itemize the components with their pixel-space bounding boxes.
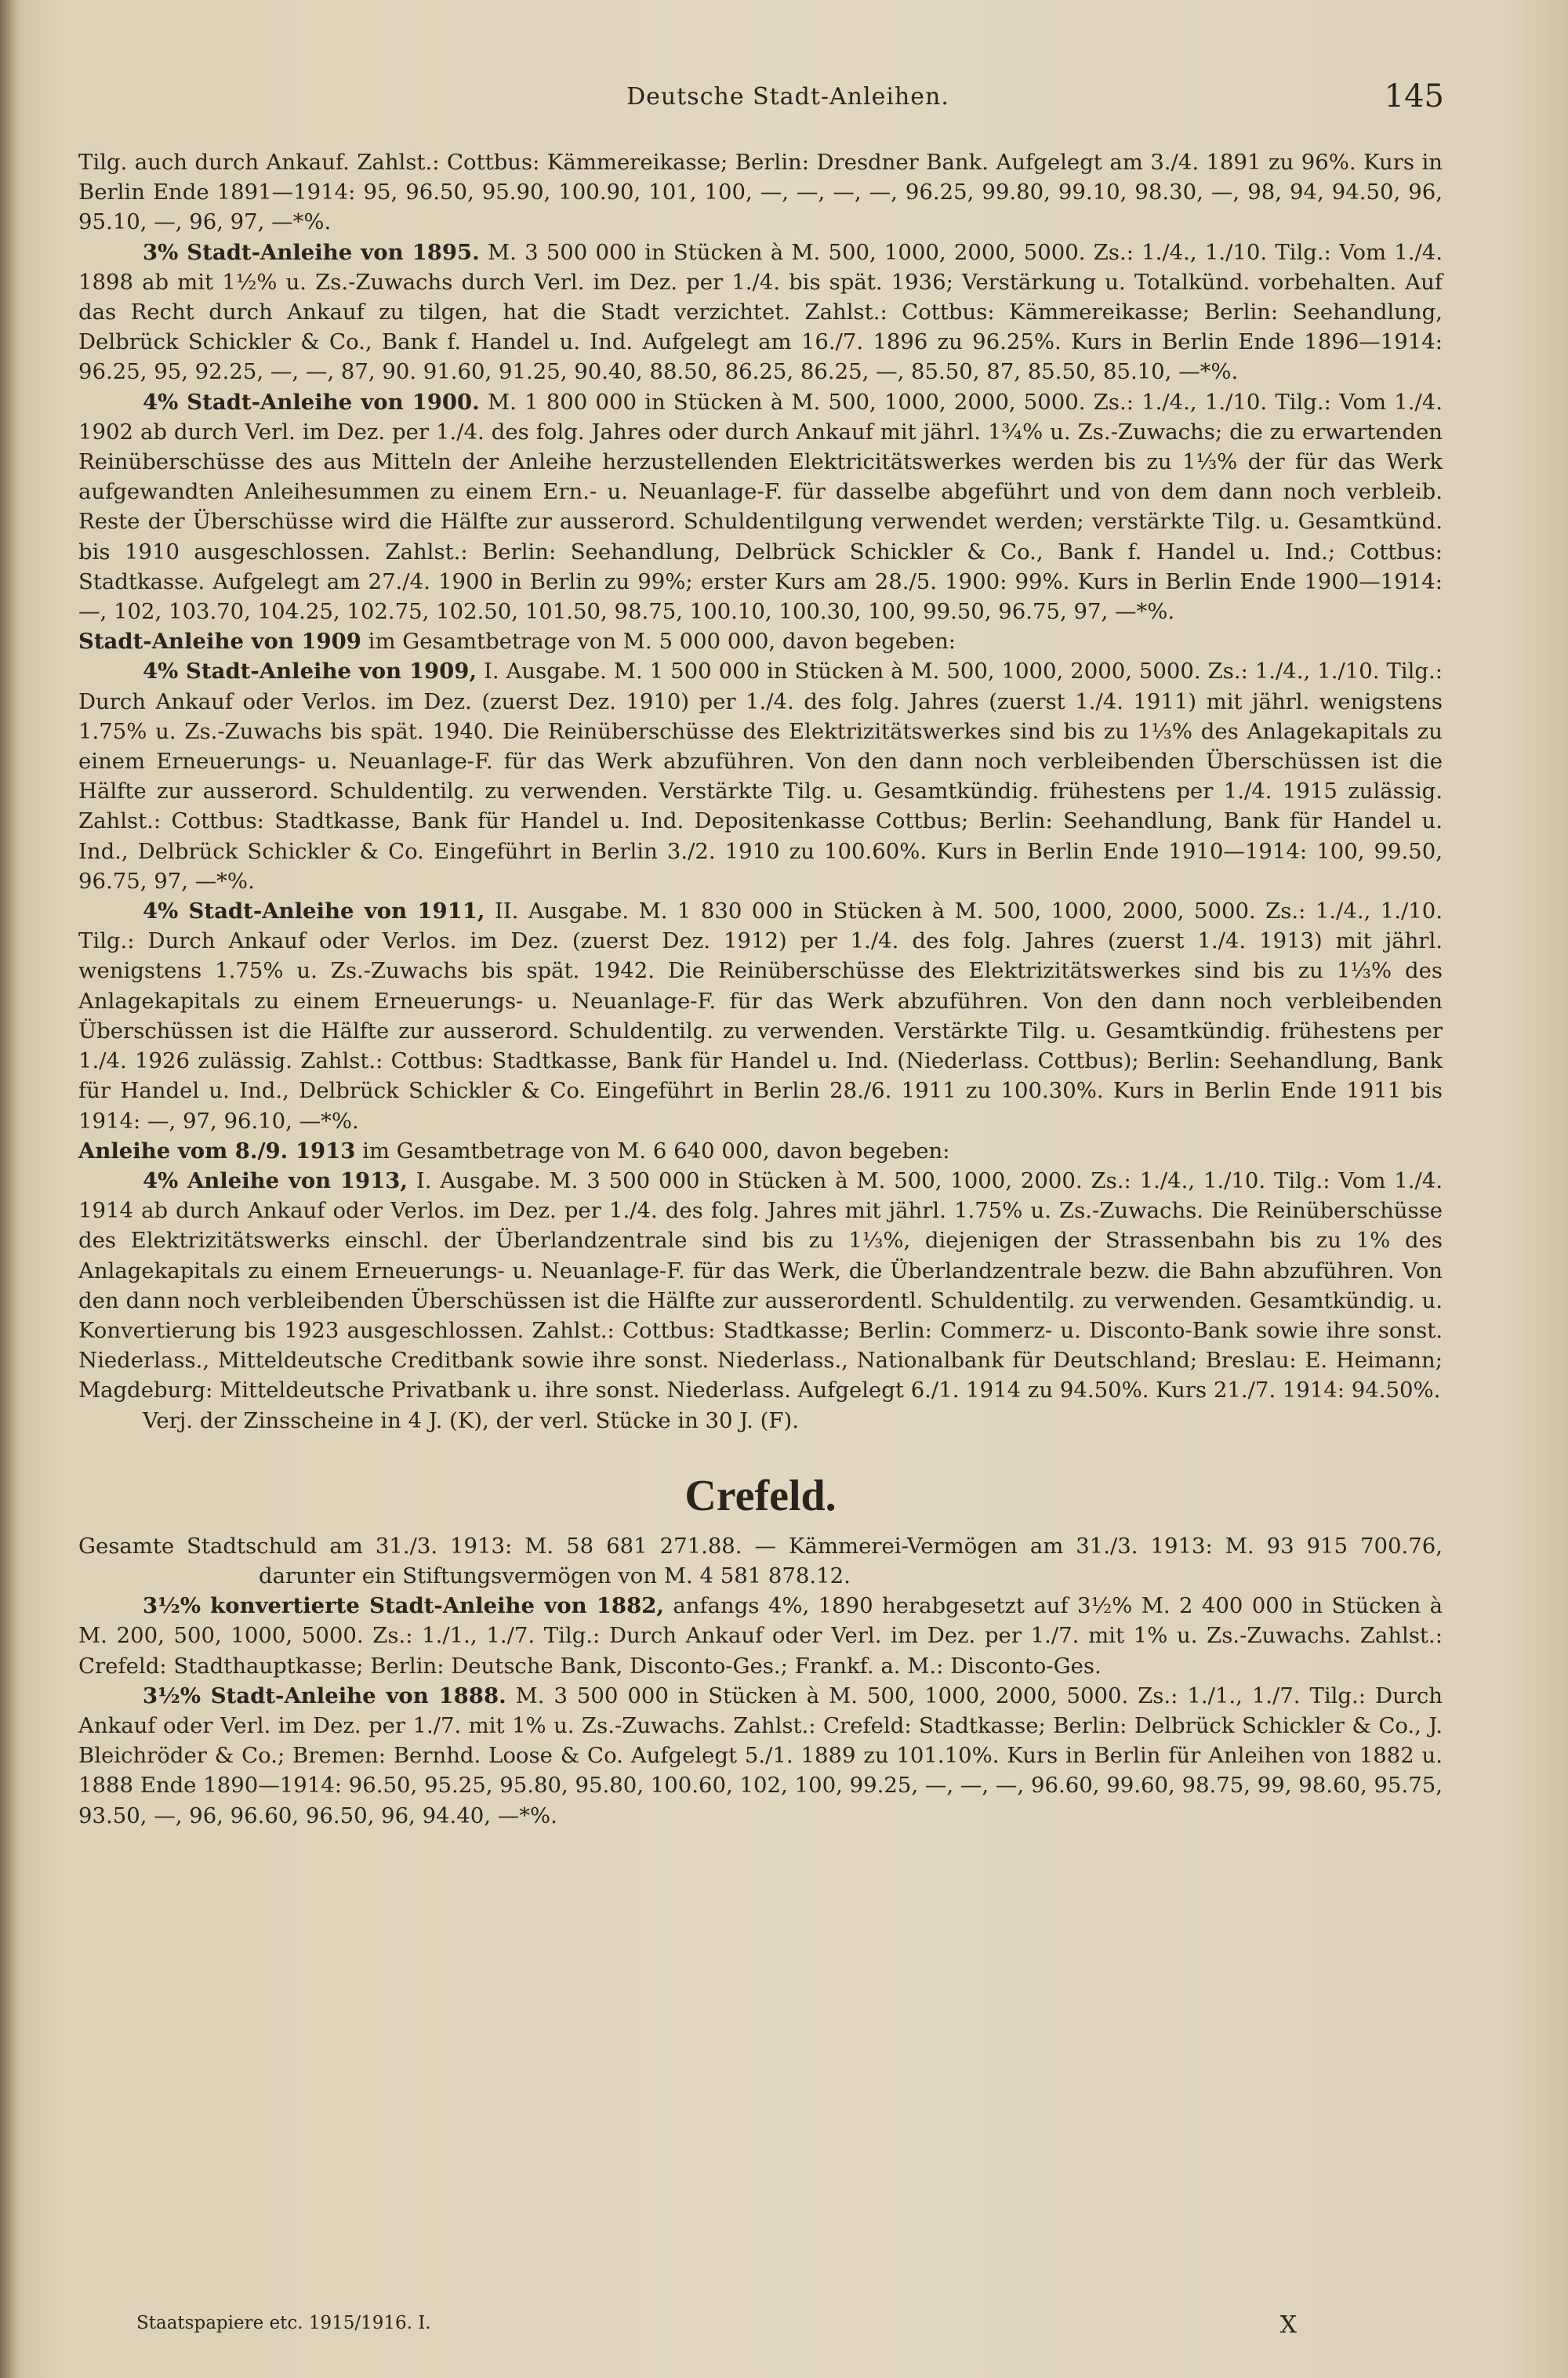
loan-heading: 4% Anleihe von 1913, bbox=[143, 1167, 408, 1193]
loan-heading: 4% Stadt-Anleihe von 1900. bbox=[143, 389, 480, 415]
cottbus-loan-1895 bbox=[78, 238, 1443, 387]
footer-publication: Staatspapiere etc. 1915/1916. I. bbox=[136, 2313, 431, 2333]
cottbus-loan-1909-total bbox=[78, 626, 1443, 656]
running-header bbox=[78, 75, 1497, 122]
loan-text: I. Ausgabe. M. 3 500 000 in Stücken à M. 500, 1000, 2000. Zs.: 1./4., 1./10. Tilg.: Vom 1./4. 1914 ab durch Ankauf oder Verlos. im Dez. per 1./4. des folg. Jahres mit jährl. 1.75% u. Zs.-Zuwachs. Die Reinüberschüsse des Elektrizitätswerks einschl. der Überlandzentrale sind bis zu 1⅓%, diejenigen der Strassenbahn bis zu 1% des Anlagekapitals zu einem Erneuerungs- u. Neuanlage-F. für das Werk, die Überlandzentrale bezw. die Bahn abzuführen. Von den dann noch verbleibenden Überschüssen ist die Hälfte zur ausserordentl. Schuldentilg. zu verwenden. Gesamtkündig. u. Konvertierung bis 1923 ausgeschlossen. Zahlst.: Cottbus: Stadtkasse; Berlin: Commerz- u. Disconto-Bank sowie ihre sonst. Niederlass., Mitteldeutsche Creditbank sowie ihre sonst. Niederlass., Nationalbank für Deutschland; Breslau: E. Heimann; Magdeburg: Mitteldeutsche Privatbank u. ihre sonst. Niederlass. Aufgelegt 6./1. 1914 zu 94.50%. Kurs 21./7. 1914: 94.50%. bbox=[78, 1167, 1443, 1403]
crefeld-loan-1882 bbox=[78, 1591, 1443, 1681]
header-title: Deutsche Stadt-Anleihen. bbox=[626, 83, 949, 111]
city-heading-crefeld: Crefeld. bbox=[684, 1471, 837, 1520]
paragraph-text: Tilg. auch durch Ankauf. Zahlst.: Cottbus: Kämmereikasse; Berlin: Dresdner Bank. Aufgelegt am 3./4. 1891 zu 96%. Kurs in Berlin Ende 1891—1914: 95, 96.50, 95.90, 100.90, 101, 100, —, —, —, —, 96.25, 99.80, 99.10, 98.30, —, 98, 94, 94.50, 96, 95.10, —, 96, 97, —*%. bbox=[78, 150, 1443, 235]
cottbus-paragraph-1 bbox=[78, 147, 1443, 238]
cottbus-loan-1913-total bbox=[78, 1136, 1443, 1166]
page-binding-shadow bbox=[0, 0, 20, 2378]
loan-text: II. Ausgabe. M. 1 830 000 in Stücken à M. 500, 1000, 2000, 5000. Zs.: 1./4., 1./10. Tilg.: Durch Ankauf oder Verlos. im Dez. (zuerst Dez. 1912) per 1./4. des folg. Jahres (zuerst 1./4. 1913) mit jährl. wenigstens 1.75% u. Zs.-Zuwachs bis spät. 1942. Die Reinüberschüsse des Elektrizitätswerkes sind bis zu 1⅓% des Anlagekapitals zu einem Erneuerungs- u. Neuanlage-F. für das Werk abzuführen. Von den dann noch verbleibenden Überschüssen ist die Hälfte zur ausserord. Schuldentilg. zu verwenden. Verstärkte Tilg. u. Gesamtkündig. frühestens per 1./4. 1926 zulässig. Zahlst.: Cottbus: Stadtkasse, Bank für Handel u. Ind. (Niederlass. Cottbus); Berlin: Seehandlung, Bank für Handel u. Ind., Delbrück Schickler & Co. Eingeführt in Berlin 28./6. 1911 zu 100.30%. Kurs in Berlin Ende 1911 bis 1914: —, 97, 96.10, —*%. bbox=[78, 899, 1443, 1134]
crefeld-loan-1888 bbox=[78, 1681, 1443, 1831]
cottbus-loan-1911 bbox=[78, 896, 1443, 1136]
cottbus-loan-1913 bbox=[78, 1166, 1443, 1406]
loan-text: M. 3 500 000 in Stücken à M. 500, 1000, 2000, 5000. Zs.: 1./4., 1./10. Tilg.: Vom 1./4. 1898 ab mit 1½% u. Zs.-Zuwachs durch Verl. im Dez. per 1./4. bis spät. 1936; Verstärkung u. Totalkünd. vorbehalten. Auf das Recht durch Ankauf zu tilgen, hat die Stadt verzichtet. Zahlst.: Cottbus: Kämmereikasse; Berlin: Seehandlung, Delbrück Schickler & Co., Bank f. Handel u. Ind. Aufgelegt am 16./7. 1896 zu 96.25%. Kurs in Berlin Ende 1896—1914: 96.25, 95, 92.25, —, —, 87, 90. 91.60, 91.25, 90.40, 88.50, 86.25, 86.25, —, 85.50, 87, 85.50, 85.10, —*%. bbox=[78, 239, 1443, 385]
loan-heading: Anleihe vom 8./9. 1913 bbox=[78, 1138, 356, 1164]
loan-text: M. 3 500 000 in Stücken à M. 500, 1000, 2000, 5000. Zs.: 1./1., 1./7. Tilg.: Durch Ankauf oder Verl. im Dez. per 1./7. mit 1% u. Zs.-Zuwachs. Zahlst.: Crefeld: Stadtkasse; Berlin: Delbrück Schickler & Co., J. Bleichröder & Co.; Bremen: Bernhd. Loose & Co. Aufgelegt 5./1. 1889 zu 101.10%. Kurs in Berlin für Anleihen von 1882 u. 1888 Ende 1890—1914: 96.50, 95.25, 95.80, 95.80, 100.60, 102, 100, 99.25, —, —, —, 96.60, 99.60, 98.75, 99, 98.60, 95.75, 93.50, —, 96, 96.60, 96.50, 96, 94.40, —*%. bbox=[78, 1683, 1443, 1828]
loan-heading: 3% Stadt-Anleihe von 1895. bbox=[143, 239, 480, 265]
loan-heading: 3½% konvertierte Stadt-Anleihe von 1882, bbox=[143, 1593, 664, 1619]
footer-signature-mark: X bbox=[1279, 2311, 1297, 2339]
loan-heading: 4% Stadt-Anleihe von 1909, bbox=[143, 659, 477, 684]
page-body bbox=[78, 147, 1443, 1831]
loan-heading: 4% Stadt-Anleihe von 1911, bbox=[143, 899, 485, 924]
crefeld-intro bbox=[78, 1531, 1443, 1591]
cottbus-loan-1900 bbox=[78, 387, 1443, 627]
loan-text: im Gesamtbetrage von M. 6 640 000, davon begeben: bbox=[355, 1138, 950, 1164]
loan-text: M. 1 800 000 in Stücken à M. 500, 1000, 2000, 5000. Zs.: 1./4., 1./10. Tilg.: Vom 1./4. 1902 ab durch Verl. im Dez. per 1./4. des folg. Jahres oder durch Ankauf mit jährl. 1¾% u. Zs.-Zuwachs; die zu erwartenden Reinüberschüsse des aus Mitteln der Anleihe herzustellenden Elektricitätswerkes werden bis zu 1⅓% der für das Werk aufgewandten Anleihesummen zu einem Ern.- u. Neuanlage-F. für dasselbe abgeführt und von dem dann noch verbleib. Reste der Überschüsse wird die Hälfte zur ausserord. Schuldentilgung verwendet werden; verstärkte Tilg. u. Gesamtkünd. bis 1910 ausgeschlossen. Zahlst.: Berlin: Seehandlung, Delbrück Schickler & Co., Bank f. Handel u. Ind.; Cottbus: Stadtkasse. Aufgelegt am 27./4. 1900 in Berlin zu 99%; erster Kurs am 28./5. 1900: 99%. Kurs in Berlin Ende 1900—1914: —, 102, 103.70, 104.25, 102.75, 102.50, 101.50, 98.75, 100.10, 100.30, 100, 99.50, 96.75, 97, —*%. bbox=[78, 389, 1443, 625]
loan-heading: Stadt-Anleihe von 1909 bbox=[78, 629, 361, 655]
page-number: 145 bbox=[1384, 78, 1444, 114]
loan-heading: 3½% Stadt-Anleihe von 1888. bbox=[143, 1683, 506, 1708]
cottbus-loan-1909 bbox=[78, 656, 1443, 896]
paragraph-text: Gesamte Stadtschuld am 31./3. 1913: M. 58 681 271.88. — Kämmerei-Vermögen am 31./3. 1913: M. 93 915 700.76, darunter ein Stiftungsvermögen von M. 4 581 878.12. bbox=[78, 1533, 1443, 1588]
page-footer bbox=[136, 2313, 1297, 2344]
loan-text: im Gesamtbetrage von M. 5 000 000, davon begeben: bbox=[361, 629, 956, 655]
loan-text: I. Ausgabe. M. 1 500 000 in Stücken à M. 500, 1000, 2000, 5000. Zs.: 1./4., 1./10. Tilg.: Durch Ankauf oder Verlos. im Dez. (zuerst Dez. 1910) per 1./4. des folg. Jahres (zuerst 1./4. 1911) mit jährl. wenigstens 1.75% u. Zs.-Zuwachs bis spät. 1940. Die Reinüberschüsse des Elektrizitätswerkes sind bis zu 1⅓% des Anlagekapitals zu einem Erneuerungs- u. Neuanlage-F. für das Werk abzuführen. Von den dann noch verbleibenden Überschüssen ist die Hälfte zur ausserord. Schuldentilg. zu verwenden. Verstärkte Tilg. u. Gesamtkündig. frühestens per 1./4. 1915 zulässig. Zahlst.: Cottbus: Stadtkasse, Bank für Handel u. Ind. Depositenkasse Cottbus; Berlin: Seehandlung, Bank für Handel u. Ind., Delbrück Schickler & Co. Eingeführt in Berlin 3./2. 1910 zu 100.60%. Kurs in Berlin Ende 1910—1914: 100, 99.50, 96.75, 97, —*%. bbox=[78, 659, 1443, 894]
loan-text: anfangs 4%, 1890 herabgesetzt auf 3½% M. 2 400 000 in Stücken à M. 200, 500, 1000, 5000. Zs.: 1./1., 1./7. Tilg.: Durch Ankauf oder Verl. im Dez. per 1./7. mit 1% u. Zs.-Zuwachs. Zahlst.: Crefeld: Stadthauptkasse; Berlin: Deutsche Bank, Disconto-Ges.; Frankf. a. M.: Disconto-Ges. bbox=[78, 1593, 1443, 1679]
paragraph-text: Verj. der Zinsscheine in 4 J. (K), der verl. Stücke in 30 J. (F). bbox=[143, 1407, 799, 1433]
cottbus-prescription-note bbox=[78, 1406, 1443, 1436]
